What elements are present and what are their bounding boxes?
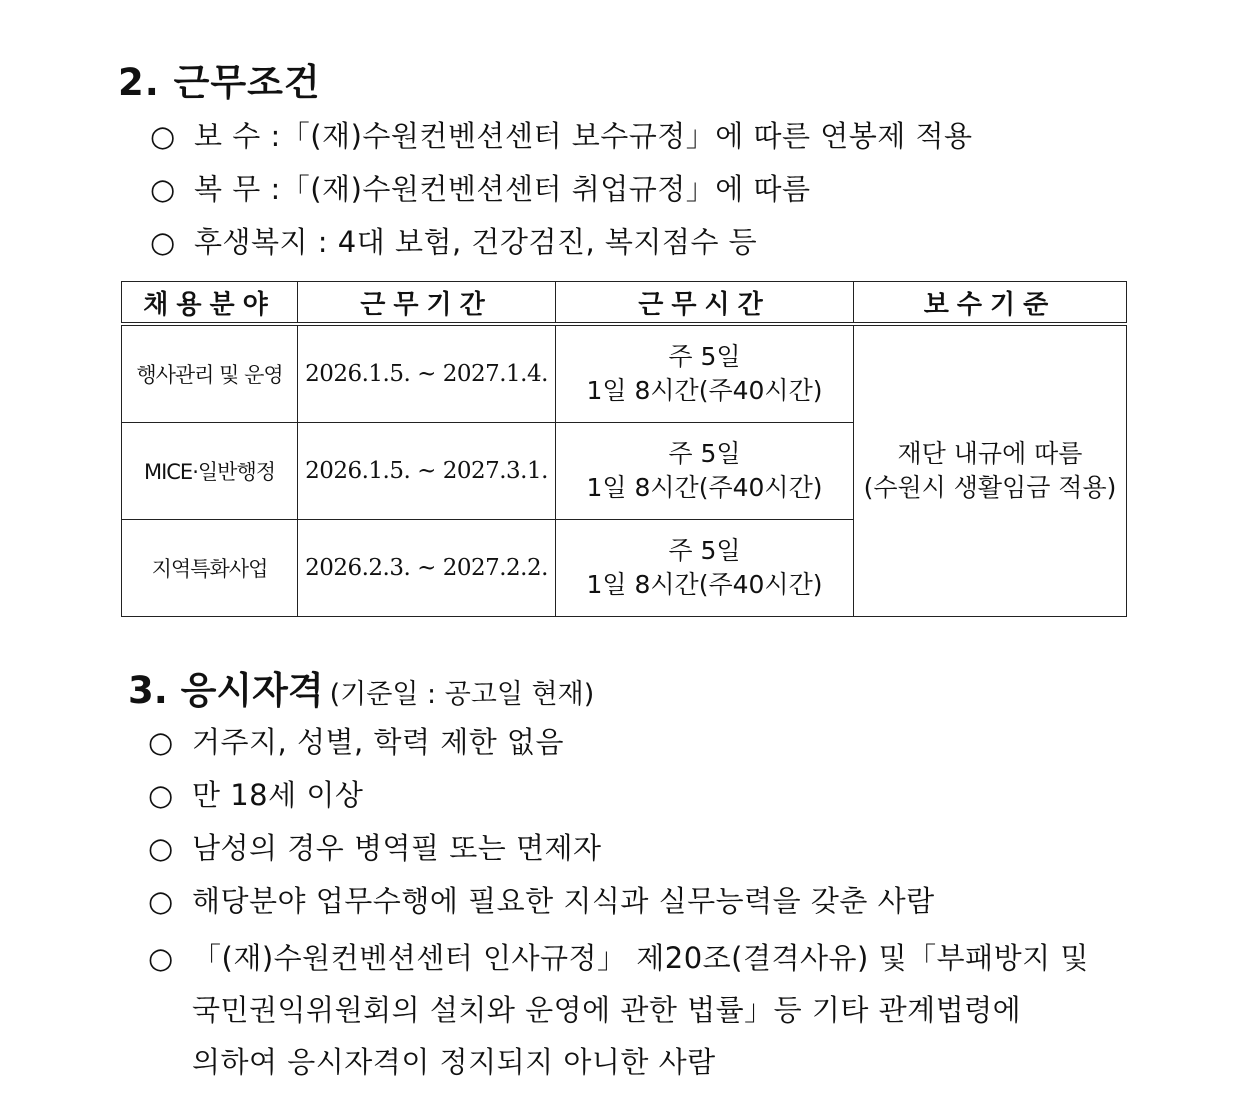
disqualification-line-2: 국민권익위원회의 설치와 운영에 관한 법률」등 기타 관계법령에 — [192, 993, 1022, 1027]
cell-field: 지역특화사업 — [122, 520, 298, 617]
circle-bullet-icon: ○ — [148, 941, 174, 975]
qualification-text: 해당분야 업무수행에 필요한 지식과 실무능력을 갖춘 사람 — [192, 884, 935, 918]
pay-line-2: (수원시 생활임금 적용) — [863, 473, 1117, 502]
section-3-subtitle: (기준일 : 공고일 현재) — [329, 679, 595, 710]
disqualification-line-1 — [148, 932, 1128, 984]
header-pay: 보수기준 — [854, 282, 1127, 325]
cell-period: 2026.1.5. ~ 2027.1.4. — [298, 324, 556, 423]
condition-item-welfare — [150, 220, 757, 261]
qualification-text: 거주지, 성별, 학력 제한 없음 — [192, 725, 564, 759]
hours-days: 주 5일 — [668, 439, 741, 468]
qualification-item — [148, 773, 363, 814]
hours-detail: 1일 8시간(주40시간) — [586, 473, 823, 502]
hours-days: 주 5일 — [668, 536, 741, 565]
hours-detail: 1일 8시간(주40시간) — [586, 570, 823, 599]
section-3-heading: 3. 응시자격 — [128, 669, 324, 712]
hours-detail: 1일 8시간(주40시간) — [586, 376, 823, 405]
circle-bullet-icon: ○ — [150, 119, 176, 153]
circle-bullet-icon: ○ — [148, 725, 174, 759]
hours-days: 주 5일 — [668, 342, 741, 371]
header-period: 근무기간 — [298, 282, 556, 325]
circle-bullet-icon: ○ — [150, 172, 176, 206]
cell-hours — [556, 423, 854, 520]
circle-bullet-icon: ○ — [148, 831, 174, 865]
cell-period: 2026.1.5. ~ 2027.3.1. — [298, 423, 556, 520]
cell-hours — [556, 520, 854, 617]
qualification-item — [148, 826, 602, 867]
cell-period: 2026.2.3. ~ 2027.2.2. — [298, 520, 556, 617]
header-field: 채용분야 — [122, 282, 298, 325]
pay-line-1: 재단 내규에 따름 — [897, 439, 1083, 468]
cell-pay — [854, 324, 1127, 617]
circle-bullet-icon: ○ — [150, 225, 176, 259]
condition-item-salary — [150, 114, 973, 155]
circle-bullet-icon: ○ — [148, 884, 174, 918]
condition-text: 후생복지 : 4대 보험, 건강검진, 복지점수 등 — [194, 225, 758, 259]
disqualification-text-1: 「(재)수원컨벤션센터 인사규정」 제20조(결격사유) 및「부패방지 및 — [192, 941, 1089, 975]
qualification-item — [148, 879, 935, 920]
qualification-item — [148, 720, 564, 761]
condition-text: 복 무 :「(재)수원컨벤션센터 취업규정」에 따름 — [194, 172, 811, 206]
circle-bullet-icon: ○ — [148, 778, 174, 812]
cell-hours — [556, 324, 854, 423]
cell-field: MICE·일반행정 — [122, 423, 298, 520]
header-hours: 근무시간 — [556, 282, 854, 325]
disqualification-line-3: 의하여 응시자격이 정지되지 아니한 사람 — [192, 1045, 716, 1079]
qualification-text: 만 18세 이상 — [192, 778, 364, 812]
table-row — [122, 324, 1127, 423]
table-header-row — [122, 282, 1127, 325]
section-3-title — [128, 660, 594, 714]
working-conditions-table — [121, 281, 1127, 617]
condition-text: 보 수 :「(재)수원컨벤션센터 보수규정」에 따른 연봉제 적용 — [194, 119, 973, 153]
cell-field: 행사관리 및 운영 — [122, 324, 298, 423]
qualification-text: 남성의 경우 병역필 또는 면제자 — [192, 831, 602, 865]
qualification-item-disqualification — [148, 932, 1128, 1088]
condition-item-service — [150, 167, 811, 208]
section-2-title: 2. 근무조건 — [118, 61, 321, 104]
